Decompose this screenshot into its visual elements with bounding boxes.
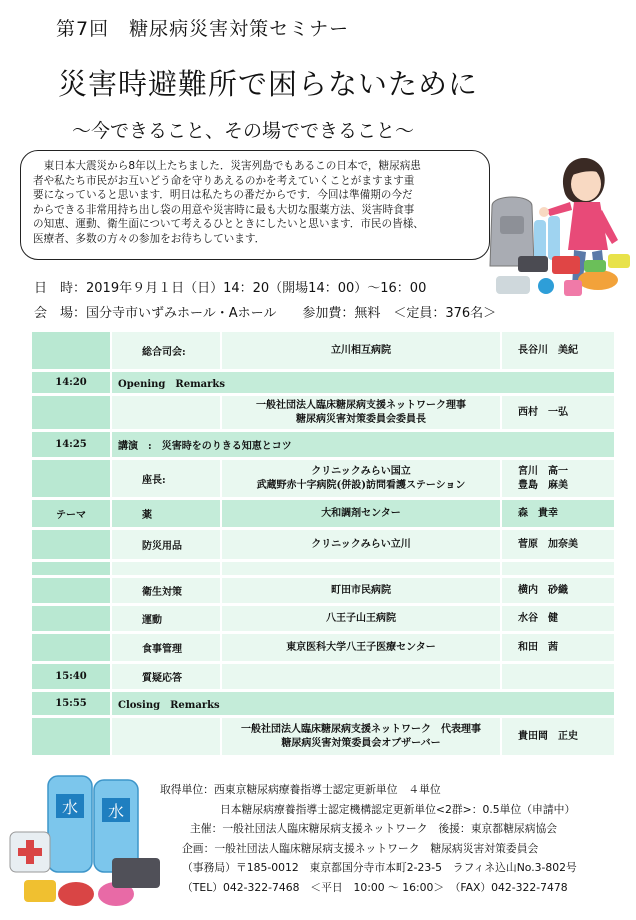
program-time-cell [32,634,112,664]
person-name: 森 貴幸 [518,507,558,519]
program-time-cell [32,530,112,562]
program-affiliation-cell [222,530,502,562]
program-row [32,718,616,758]
program-row [32,396,616,432]
program-time-cell: 14:20 [32,372,112,396]
program-name-cell [502,500,616,530]
program-affiliation-cell [222,396,502,432]
program-row [32,372,616,396]
program-time-cell [32,606,112,634]
person-name: 和田 茜 [518,641,558,653]
program-name-cell [502,530,616,562]
program-affiliation-cell [222,634,502,664]
seminar-number-title: 第7回 糖尿病災害対策セミナー [56,18,350,40]
program-row [32,606,616,634]
program-time-cell: 15:55 [32,692,112,718]
program-row [32,692,616,718]
subtitle: 〜今できること、その場でできること〜 [72,120,415,142]
emergency-supplies-illustration [488,186,634,302]
program-name-cell [502,718,616,758]
affiliation-line: 立川相互病院 [331,344,391,356]
intro-message-box [20,150,490,260]
program-name-cell [502,578,616,606]
program-role-cell: 質疑応答 [112,664,222,692]
program-name-cell [502,664,616,692]
program-row [32,664,616,692]
program-row [32,460,616,500]
program-role-cell: 防災用品 [112,530,222,562]
intro-line: 医療者、多数の方々の参加をお待ちしています． [33,232,266,245]
intro-line: 者や私たち市民がお互いどう命を守りあえるのかを考えていくことがますます重 [33,174,415,187]
office-address: （事務局）〒185-0012 東京都国分寺市本町2-23-5 ラフィネ込山No.3-802号 [182,861,577,875]
person-name: 菅原 加奈美 [518,538,578,550]
program-affiliation-cell [222,460,502,500]
credit-units: 取得単位：西東京糖尿病療養指導士認定更新単位 ４単位 [160,783,441,796]
person-name: 貴田岡 正史 [518,730,578,742]
water-label: 水 [107,802,125,821]
program-affiliation-cell [222,578,502,606]
program-affiliation-cell [222,664,502,692]
program-table [32,332,616,758]
program-time-cell: 15:40 [32,664,112,692]
person-name: 長谷川 美紀 [518,344,578,356]
person-name: 西村 一弘 [518,406,568,418]
affiliation-line: 八王子山王病院 [326,612,396,624]
main-title: 災害時避難所で困らないために [58,67,479,101]
affiliation-line: クリニックみらい立川 [311,538,411,550]
program-row [32,562,616,578]
program-affiliation-cell [222,332,502,372]
program-role-cell: 座長: [112,460,222,500]
program-name-cell [502,396,616,432]
affiliation-line: 糖尿病災害対策委員会オブザーバー [281,737,441,749]
program-session-title: 講演 : 災害時をのりきる知恵とコツ [112,432,616,460]
contact-numbers: （TEL）042-322-7468 ＜平日 10:00 〜 16:00＞ （FAX）042-322-7478 [182,880,568,894]
affiliation-line: 一般社団法人臨床糖尿病支援ネットワーク 代表理事 [241,723,481,735]
program-time-cell [32,332,112,372]
program-role-cell: 運動 [112,606,222,634]
program-time-cell [32,578,112,606]
event-date: 日 時：2019年９月１日（日）14：20（開場14：00）〜16：00 [34,281,427,296]
program-role-cell [112,562,222,578]
program-name-cell [502,562,616,578]
program-name-cell [502,606,616,634]
program-name-cell [502,332,616,372]
event-venue: 会 場：国分寺市いずみホール・Aホール 参加費：無料 ＜定員：376名＞ [34,306,497,321]
program-time-cell [32,460,112,500]
program-row [32,530,616,562]
affiliation-line: 町田市民病院 [331,584,391,596]
person-name: 水谷 健 [518,612,558,624]
program-row [32,432,616,460]
program-time-cell [32,562,112,578]
person-name: 宮川 高一 [518,465,568,477]
program-affiliation-cell [222,606,502,634]
person-name: 横内 砂織 [518,584,568,596]
affiliation-line: クリニックみらい国立 [311,465,411,477]
program-affiliation-cell [222,562,502,578]
intro-line: からできる非常用持ち出し袋の用意や災害時に最も大切な服薬方法、災害時食事 [33,203,415,216]
water-label: 水 [61,798,79,817]
program-role-cell: 総合司会: [112,332,222,372]
person-name: 豊島 麻美 [518,479,568,491]
affiliation-line: 糖尿病災害対策委員会委員長 [296,413,426,425]
program-session-title: Opening Remarks [112,372,616,396]
program-time-cell: テーマ [32,500,112,530]
program-affiliation-cell [222,500,502,530]
program-role-cell: 薬 [112,500,222,530]
affiliation-line: 武蔵野赤十字病院(併設)訪問看護ステーション [256,479,466,491]
program-row [32,332,616,372]
program-role-cell [112,718,222,758]
program-role-cell [112,396,222,432]
program-role-cell: 食事管理 [112,634,222,664]
program-session-title: Closing Remarks [112,692,616,718]
organizer: 主催：一般社団法人臨床糖尿病支援ネットワーク 後援：東京都糖尿病協会 [190,822,558,836]
program-row [32,578,616,606]
program-affiliation-cell [222,718,502,758]
intro-line: の知恵、運動、衛生面について考えるひとときにしたいと思います．市民の皆様、 [33,218,424,231]
program-name-cell [502,460,616,500]
footer-info [160,780,577,898]
intro-line: 東日本大震災から8年以上たちました．災害列島でもあるこの日本で，糖尿病患 [33,160,421,172]
program-time-cell [32,718,112,758]
program-time-cell: 14:25 [32,432,112,460]
planner: 企画：一般社団法人臨床糖尿病支援ネットワーク 糖尿病災害対策委員会 [182,841,539,855]
intro-line: 要になっていると思います．明日は私たちの番だからです．今回は準備期の今だ [33,189,413,202]
affiliation-line: 一般社団法人臨床糖尿病支援ネットワーク理事 [256,399,466,411]
program-role-cell: 衛生対策 [112,578,222,606]
program-name-cell [502,634,616,664]
water-and-supplies-illustration [4,770,164,916]
affiliation-line: 東京医科大学八王子医療センター [286,641,436,653]
program-row [32,634,616,664]
program-time-cell [32,396,112,432]
program-row [32,500,616,530]
affiliation-line: 大和調剤センター [321,507,401,519]
credit-units-cdej: 日本糖尿病療養指導士認定機構認定更新単位<2群>：0.5単位（申請中） [220,802,576,816]
